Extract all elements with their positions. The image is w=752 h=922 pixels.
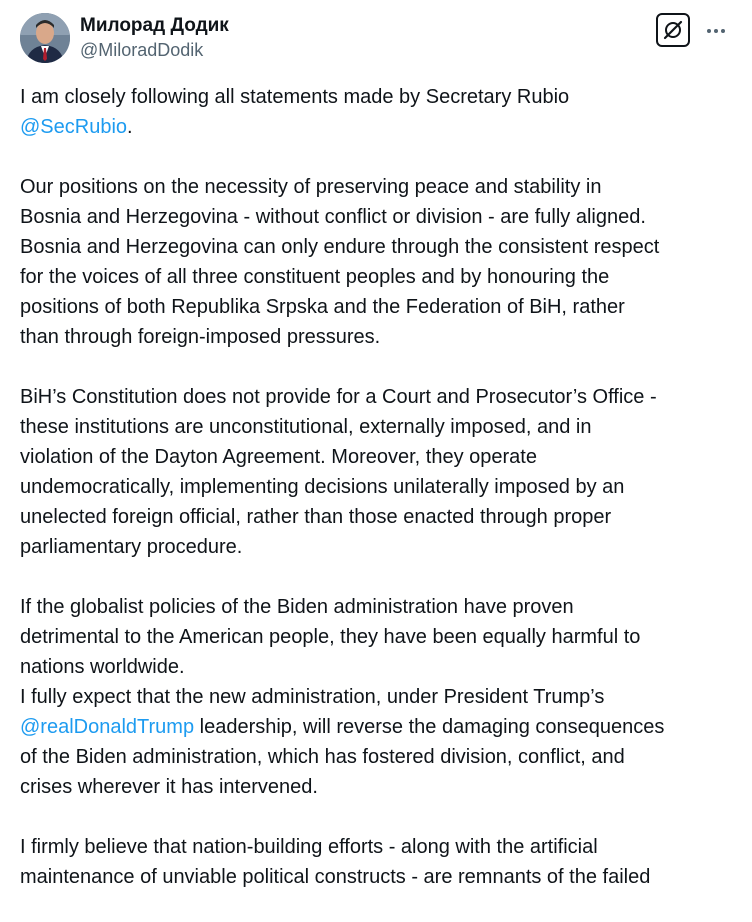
mention-link-secrubio[interactable]: @SecRubio (20, 116, 128, 138)
paragraph-1 (20, 82, 735, 142)
mention-link-realdonaldtrump[interactable]: @realDonaldTrump (20, 716, 195, 738)
text-line: Our positions on the necessity of preserving peace and stability in (20, 176, 602, 198)
tweet-header (20, 13, 732, 65)
avatar[interactable] (20, 13, 70, 63)
text-line: I fully expect that the new administration, under President Trump’s (20, 686, 605, 708)
text-line: Bosnia and Herzegovina can only endure through the consistent respect (20, 236, 660, 258)
text-line: If the globalist policies of the Biden administration have proven (20, 596, 574, 618)
text-line: positions of both Republika Srpska and the Federation of BiH, rather (20, 296, 625, 318)
text-line: nations worldwide. (20, 656, 185, 678)
paragraph-2 (20, 172, 735, 352)
paragraph-3 (20, 382, 735, 562)
more-horizontal-icon (706, 28, 726, 34)
text-line: Bosnia and Herzegovina - without conflict or division - are fully aligned. (20, 206, 646, 228)
text-line: parliamentary procedure. (20, 536, 243, 558)
tweet-text (20, 82, 735, 922)
text-line: detrimental to the American people, they have been equally harmful to (20, 626, 641, 648)
more-options-button[interactable] (704, 19, 728, 43)
text-line: for the voices of all three constituent peoples and by honouring the (20, 266, 610, 288)
user-handle[interactable]: @MiloradDodik (80, 40, 204, 60)
grok-button[interactable] (656, 13, 690, 47)
text-line: crises wherever it has intervened. (20, 776, 318, 798)
text-line (20, 112, 735, 142)
text-line: I am closely following all statements made by Secretary Rubio (20, 86, 570, 108)
text-line: BiH’s Constitution does not provide for a Court and Prosecutor’s Office - (20, 386, 657, 408)
text-line (20, 712, 735, 742)
text-fragment: leadership, will reverse the damaging consequences (194, 716, 665, 738)
profile-photo-icon (20, 13, 70, 63)
grok-icon (662, 19, 684, 41)
paragraph-4 (20, 592, 735, 802)
text-line: these institutions are unconstitutional, externally imposed, and in (20, 416, 592, 438)
author-names (80, 14, 229, 62)
text-line: than through foreign-imposed pressures. (20, 326, 381, 348)
display-name[interactable]: Милорад Додик (80, 15, 229, 36)
paragraph-5 (20, 832, 735, 892)
text-fragment: . (127, 116, 133, 138)
text-line: unelected foreign official, rather than those enacted through proper (20, 506, 612, 528)
text-line: maintenance of unviable political constructs - are remnants of the failed (20, 866, 651, 888)
text-line: of the Biden administration, which has fostered division, conflict, and (20, 746, 625, 768)
text-line: undemocratically, implementing decisions unilaterally imposed by an (20, 476, 625, 498)
text-line: violation of the Dayton Agreement. Moreover, they operate (20, 446, 537, 468)
text-line: I firmly believe that nation-building efforts - along with the artificial (20, 836, 598, 858)
